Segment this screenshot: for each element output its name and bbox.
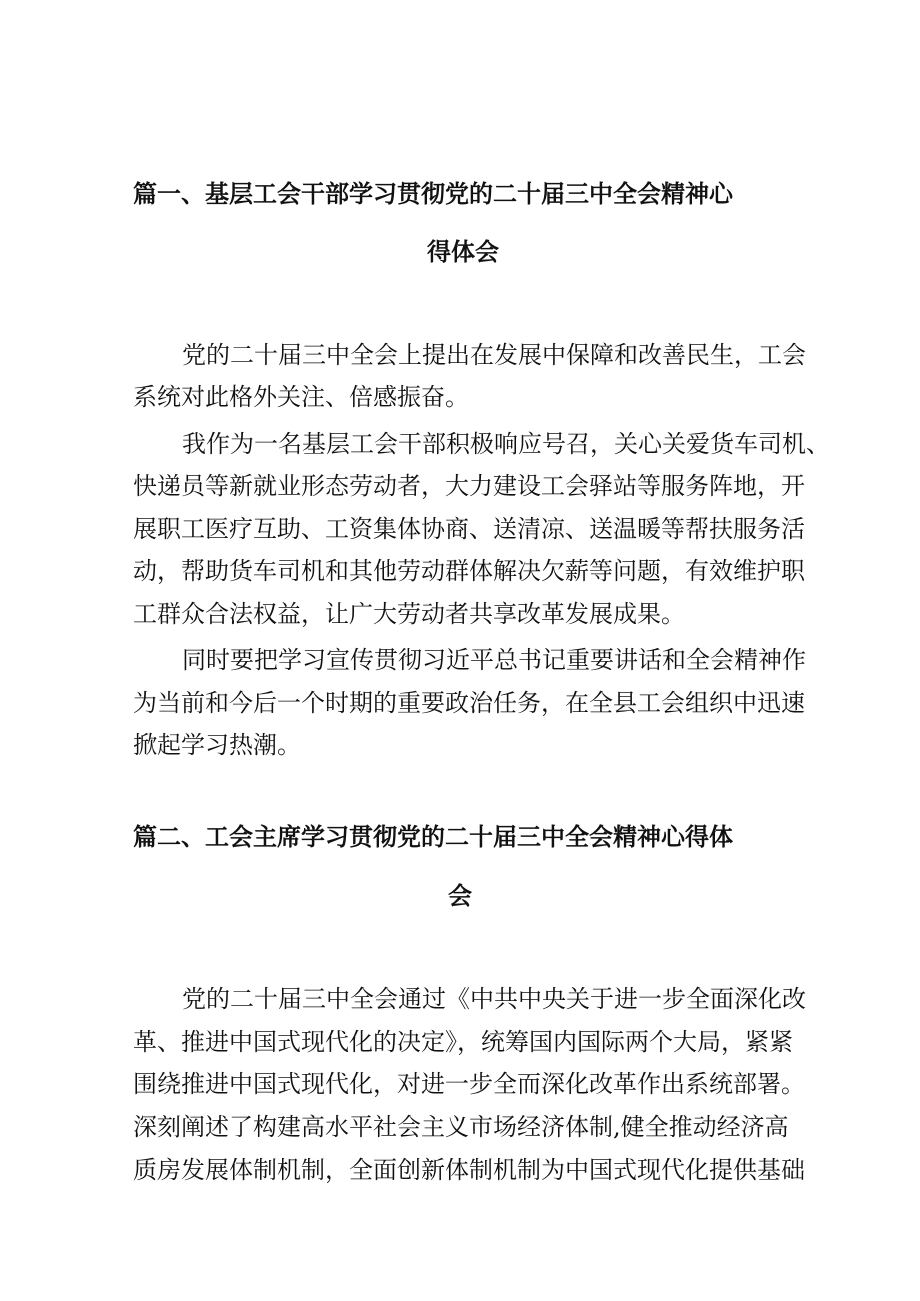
section-1-heading-line-2: 得体会 bbox=[427, 238, 499, 266]
section-1-paragraph-2-line-4: 动，帮助货车司机和其他劳动群体解决欠薪等问题，有效维护职 bbox=[133, 557, 805, 585]
section-2-paragraph-1-line-5: 质房发展体制机制，全面创新体制机制为中国式现代化提供基础 bbox=[133, 1156, 805, 1184]
section-1-paragraph-3-line-1: 同时要把学习宣传贯彻习近平总书记重要讲话和全会精神作 bbox=[182, 646, 806, 674]
section-2-paragraph-1-line-1: 党的二十届三中全会通过《中共中央关于进一步全面深化改 bbox=[182, 985, 806, 1013]
section-1-paragraph-1-line-2: 系统对此格外关注、倍感振奋。 bbox=[133, 383, 469, 411]
section-1-heading-line-1: 篇一、基层工会干部学习贯彻党的二十届三中全会精神心 bbox=[133, 180, 733, 208]
section-2-heading-line-2: 会 bbox=[448, 882, 472, 910]
section-1-paragraph-3-line-3: 掀起学习热潮。 bbox=[133, 731, 301, 759]
section-2-paragraph-1-line-3: 围绕推进中国式现代化，对进一步全而深化改革作出系统部署。 bbox=[133, 1070, 805, 1098]
section-2-heading-line-1: 篇二、工会主席学习贯彻党的二十届三中全会精神心得体 bbox=[133, 823, 733, 851]
section-1-paragraph-2-line-1: 我作为一名基层工会干部积极响应号召，关心关爱货车司机、 bbox=[182, 430, 830, 458]
section-1-paragraph-2-line-3: 展职工医疗互助、工资集体协商、送清凉、送温暖等帮扶服务活 bbox=[133, 515, 805, 543]
section-1-paragraph-3-line-2: 为当前和今后一个时期的重要政治任务，在全县工会组织中迅速 bbox=[133, 689, 805, 717]
section-2-paragraph-1-line-2: 革、推进中国式现代化的决定》，统筹国内国际两个大局，紧紧 bbox=[133, 1028, 793, 1056]
section-1-paragraph-2-line-5: 工群众合法权益，让广大劳动者共享改革发展成果。 bbox=[133, 600, 685, 628]
section-2-paragraph-1-line-4: 深刻阐述了构建高水平社会主义市场经济体制,健全推动经济高 bbox=[133, 1113, 789, 1141]
section-1-paragraph-2-line-2: 快递员等新就业形态劳动者，大力建设工会驿站等服务阵地，开 bbox=[133, 472, 805, 500]
section-1-paragraph-1-line-1: 党的二十届三中全会上提出在发展中保障和改善民生，工会 bbox=[182, 341, 806, 369]
